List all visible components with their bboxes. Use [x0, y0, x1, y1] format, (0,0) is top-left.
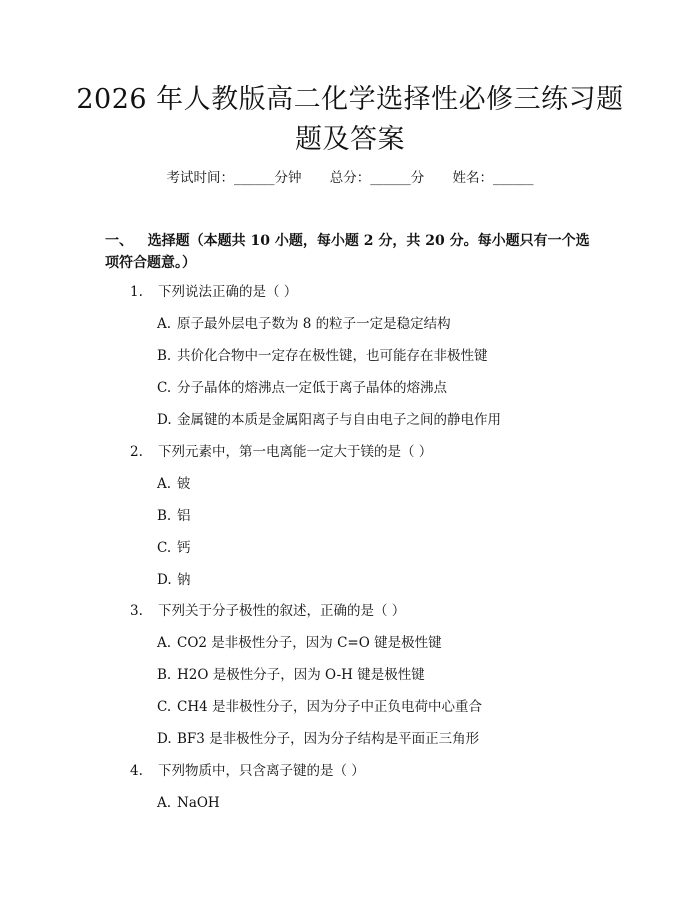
option-text: 金属键的本质是金属阳离子与自由电子之间的静电作用 — [177, 412, 501, 428]
option-text: H2O 是极性分子，因为 O-H 键是极性键 — [177, 667, 425, 683]
exam-time: 考试时间：______分钟 — [166, 170, 302, 186]
question — [130, 282, 297, 302]
option-letter: B. — [157, 348, 172, 364]
question-number: 2. — [130, 444, 143, 460]
question-text: 下列物质中，只含离子键的是（ ） — [158, 763, 365, 779]
option-letter: C. — [157, 380, 172, 396]
option — [157, 633, 442, 653]
option-letter: D. — [157, 731, 172, 747]
option-letter: B. — [157, 508, 172, 524]
option-letter: C. — [157, 540, 172, 556]
option-text: 原子最外层电子数为 8 的粒子一定是稳定结构 — [177, 316, 451, 332]
question — [130, 761, 365, 781]
option-text: 铝 — [177, 508, 191, 524]
option — [157, 665, 425, 685]
question-text: 下列关于分子极性的叙述，正确的是（ ） — [158, 603, 406, 619]
document-title — [0, 80, 700, 160]
section-text: 选择题（本题共 10 小题，每小题 2 分，共 20 分。每小题只有一个选项符合题意。） — [105, 233, 590, 271]
option — [157, 314, 451, 334]
student-name: 姓名：______ — [452, 170, 534, 186]
option-letter: D. — [157, 412, 172, 428]
option-letter: B. — [157, 667, 172, 683]
option-text: NaOH — [177, 795, 220, 811]
title-line-2: 题及答案 — [295, 124, 405, 155]
option-text: 共价化合物中一定存在极性键，也可能存在非极性键 — [177, 348, 488, 364]
option — [157, 570, 191, 590]
option — [157, 793, 220, 813]
option-letter: A. — [157, 635, 172, 651]
option-text: 铍 — [177, 476, 191, 492]
option-text: 钙 — [177, 540, 191, 556]
option — [157, 729, 479, 749]
question-number: 4. — [130, 763, 143, 779]
option-text: CO2 是非极性分子，因为 C=O 键是极性键 — [177, 635, 442, 651]
option — [157, 378, 447, 398]
option-letter: D. — [157, 572, 172, 588]
exam-info — [0, 168, 700, 188]
option — [157, 410, 501, 430]
option-text: CH4 是非极性分子，因为分子中正负电荷中心重合 — [177, 699, 482, 715]
total-score: 总分：______分 — [329, 170, 425, 186]
question-number: 1. — [130, 284, 143, 300]
option — [157, 474, 191, 494]
option — [157, 346, 488, 366]
option-text: 分子晶体的熔沸点一定低于离子晶体的熔沸点 — [177, 380, 447, 396]
question-number: 3. — [130, 603, 143, 619]
question — [130, 442, 432, 462]
title-line-1: 2026 年人教版高二化学选择性必修三练习题 — [76, 84, 624, 115]
question-text: 下列元素中，第一电离能一定大于镁的是（ ） — [158, 444, 433, 460]
option-letter: A. — [157, 316, 172, 332]
section-number: 一、 — [105, 233, 133, 249]
option — [157, 697, 482, 717]
question — [130, 601, 405, 621]
option-text: BF3 是非极性分子，因为分子结构是平面正三角形 — [177, 731, 480, 747]
option-letter: A. — [157, 795, 172, 811]
option-letter: C. — [157, 699, 172, 715]
option-text: 钠 — [177, 572, 191, 588]
option — [157, 538, 191, 558]
section-heading — [105, 230, 595, 274]
option — [157, 506, 191, 526]
option-letter: A. — [157, 476, 172, 492]
question-text: 下列说法正确的是（ ） — [158, 284, 298, 300]
